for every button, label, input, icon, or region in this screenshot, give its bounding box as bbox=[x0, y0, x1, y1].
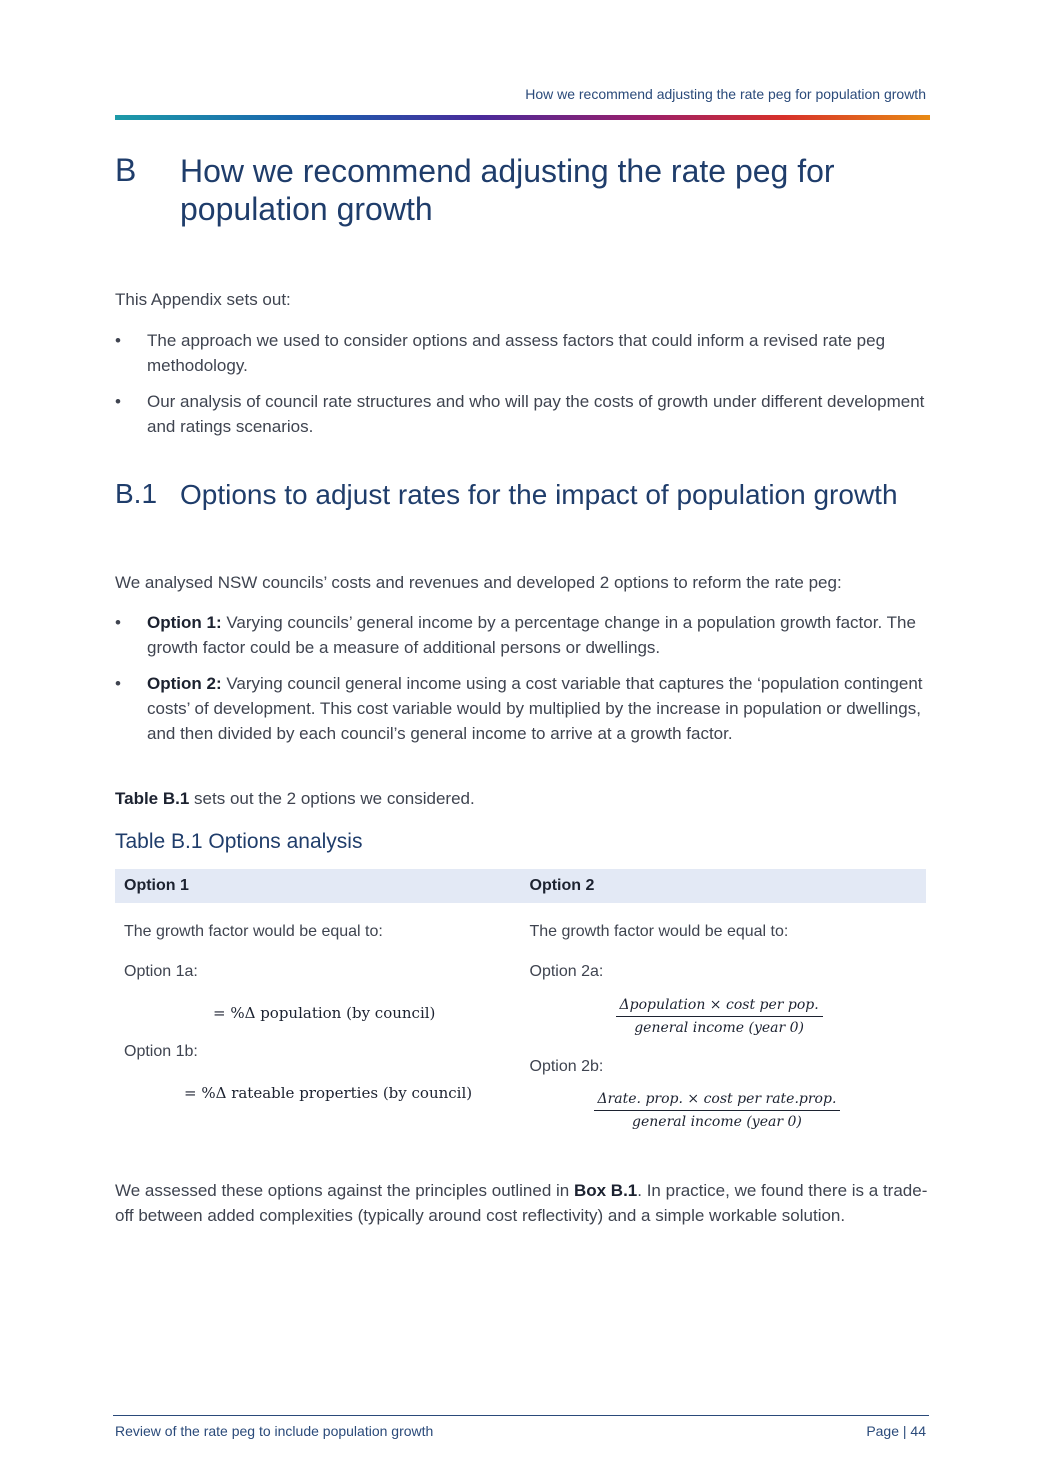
intro-lead: This Appendix sets out: bbox=[115, 290, 291, 309]
formula-option-1b: = %Δ rateable properties (by council) bbox=[184, 1084, 473, 1102]
table-cell-option-1 bbox=[115, 903, 521, 1153]
table-header-option-1: Option 1 bbox=[124, 877, 189, 894]
chapter-title: How we recommend adjusting the rate peg for population growth bbox=[180, 153, 835, 227]
formula-option-2a bbox=[616, 997, 823, 1036]
cell-option-1b-label: Option 1b: bbox=[124, 1043, 198, 1060]
list-item: • Option 2: Varying council general income using a cost variable that captures the ‘population contingent costs’ of development. This cost variable would by multiplied by the increase in population or dwellings, and then divided by each council’s general income to arrive at a growth factor. bbox=[115, 671, 930, 746]
formula-option-2b bbox=[594, 1091, 841, 1130]
option-label: Option 1: bbox=[147, 613, 222, 632]
table-cell-option-2 bbox=[521, 903, 927, 1153]
intro-bullet-list bbox=[115, 328, 930, 450]
cell-option-1a-label: Option 1a: bbox=[124, 963, 198, 980]
option-label: Option 2: bbox=[147, 674, 222, 693]
formula-numerator: Δpopulation × cost per pop. bbox=[616, 997, 823, 1017]
closing-paragraph: We assessed these options against the principles outlined in Box B.1. In practice, we found there is a trade-off between added complexities (typically around cost reflectivity) and a simple workable solution. bbox=[115, 1181, 928, 1225]
bullet-icon: • bbox=[115, 674, 121, 693]
chapter-heading bbox=[115, 152, 930, 228]
cell-intro: The growth factor would be equal to: bbox=[124, 923, 383, 940]
header-gradient-rule bbox=[115, 115, 930, 120]
cell-option-2b-label: Option 2b: bbox=[529, 1058, 604, 1075]
footer-rule bbox=[113, 1415, 929, 1416]
cell-intro: The growth factor would be equal to: bbox=[529, 923, 789, 940]
section-lead: We analysed NSW councils’ costs and revenues and developed 2 options to reform the rate peg: bbox=[115, 573, 842, 592]
page-number: Page | 44 bbox=[866, 1423, 926, 1439]
bullet-icon: • bbox=[115, 392, 121, 411]
formula-denominator: general income (year 0) bbox=[632, 1114, 802, 1130]
cell-option-2a-label: Option 2a: bbox=[529, 963, 604, 980]
table-ref-bold: Table B.1 bbox=[115, 789, 190, 808]
list-item: • Option 1: Varying councils’ general income by a percentage change in a population growth factor. The growth factor could be a measure of additional persons or dwellings. bbox=[115, 610, 930, 660]
section-title: Options to adjust rates for the impact of population growth bbox=[180, 479, 898, 510]
bullet-icon: • bbox=[115, 613, 121, 632]
table-header-row bbox=[115, 869, 926, 903]
table-body-row bbox=[115, 903, 926, 1153]
options-table bbox=[115, 869, 926, 1153]
options-bullet-list bbox=[115, 610, 930, 757]
section-number: B.1 bbox=[115, 478, 158, 509]
chapter-number: B bbox=[115, 152, 137, 188]
table-reference: Table B.1 sets out the 2 options we considered. bbox=[115, 789, 475, 808]
box-reference: Box B.1 bbox=[573, 1181, 638, 1200]
running-header: How we recommend adjusting the rate peg for population growth bbox=[525, 86, 926, 102]
formula-denominator: general income (year 0) bbox=[634, 1020, 805, 1036]
section-heading bbox=[115, 478, 930, 512]
list-item: • The approach we used to consider options and assess factors that could inform a revised rate peg methodology. bbox=[115, 328, 930, 378]
formula-option-1a: = %Δ population (by council) bbox=[213, 1004, 436, 1022]
formula-numerator: Δrate. prop. × cost per rate.prop. bbox=[594, 1091, 841, 1111]
bullet-icon: • bbox=[115, 331, 121, 350]
footer-title: Review of the rate peg to include population growth bbox=[115, 1423, 434, 1439]
table-title: Table B.1 Options analysis bbox=[115, 830, 363, 853]
list-item: • Our analysis of council rate structures and who will pay the costs of growth under different development and ratings scenarios. bbox=[115, 389, 930, 439]
table-header-option-2: Option 2 bbox=[529, 877, 595, 894]
